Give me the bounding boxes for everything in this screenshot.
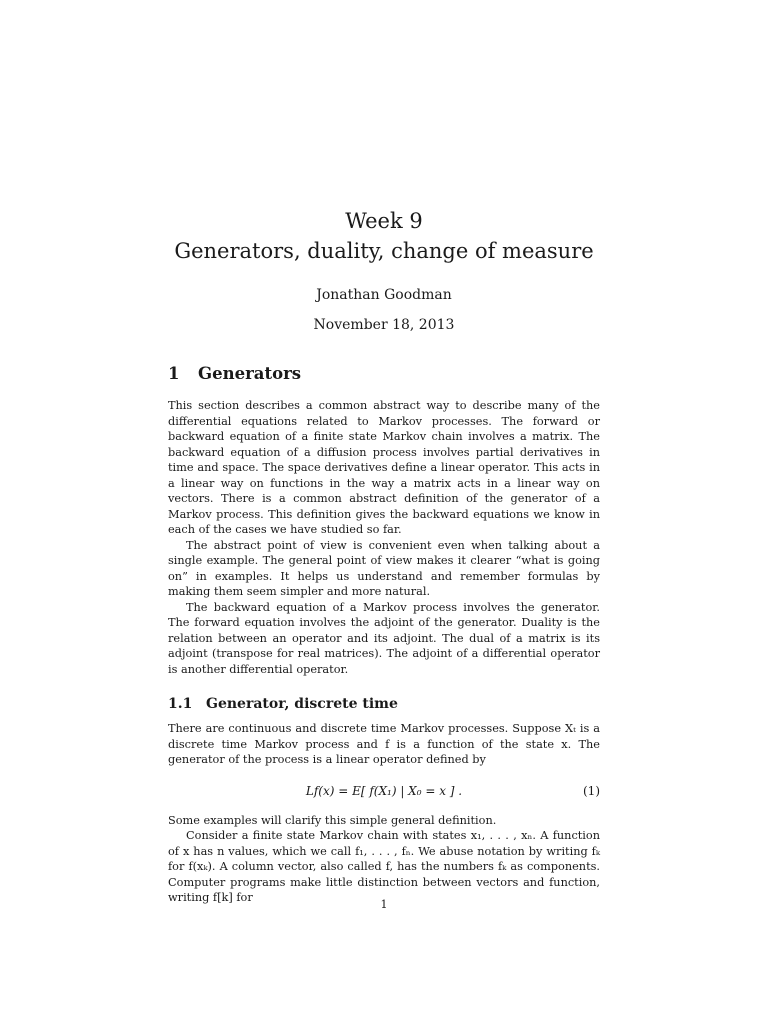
section1-paragraph-1: This section describes a common abstract way to describe many of the differential equations related to Markov processes. The forward or backward equation of a finite state Markov chain involves a matrix. The backward equation of a diffusion process involves partial derivatives in time and space. The space derivatives define a linear operator. This acts in a linear way on functions in the way a matrix acts in a linear way on vectors. There is a common abstract definition of the generator of a Markov process. This definition gives the backward equations we know in each of the cases we have studied so far. [168,399,600,536]
section-heading-1 [168,364,600,384]
author: Jonathan Goodman [316,287,452,303]
body-content [168,364,600,906]
equation-number: (1) [583,783,600,798]
equation-body: Lf(x) = E[ f(X₁) | X₀ = x ] . [305,783,463,798]
section-title: Generators [198,364,302,383]
subsection-paragraph-1: There are continuous and discrete time Markov processes. Suppose Xₜ is a discrete time Markov process and f is a function of the state x. The generator of the process is a linear operator defined by [168,722,600,766]
page-number: 1 [380,898,388,911]
title-block [0,206,768,334]
section1-paragraph-3: The backward equation of a Markov process involves the generator. The forward equation involves the adjoint of the generator. Duality is the relation between an operator and its adjoint. The dual of a matrix is its adjoint (transpose for real matrices). The adjoint of a differential operator is another differential operator. [168,600,600,676]
subsection-number: 1.1 [168,696,193,712]
section-number: 1 [168,364,180,383]
date: November 18, 2013 [313,317,455,333]
subsection-paragraph-3: Consider a finite state Markov chain with states x₁, . . . , xₙ. A function of x has n values, which we call f₁, . . . , fₙ. We abuse notation by writing fₖ for f(xₖ). A column vector, also called f, has the numbers fₖ as components. Computer programs make little distinction between vectors and function, writing f[k] for [168,829,600,904]
subsection-heading-1-1 [168,695,600,713]
title-main: Generators, duality, change of measure [174,239,594,263]
subsection-paragraph-2: Some examples will clarify this simple general definition. [168,813,497,827]
title-week: Week 9 [345,209,423,233]
subsection-title: Generator, discrete time [206,696,398,712]
equation-1 [168,781,600,801]
section1-paragraph-2: The abstract point of view is convenient even when talking about a single example. The general point of view makes it clearer “what is going on” in examples. It helps us understand and remember formulas by making them seem simpler and more natural. [168,538,600,598]
